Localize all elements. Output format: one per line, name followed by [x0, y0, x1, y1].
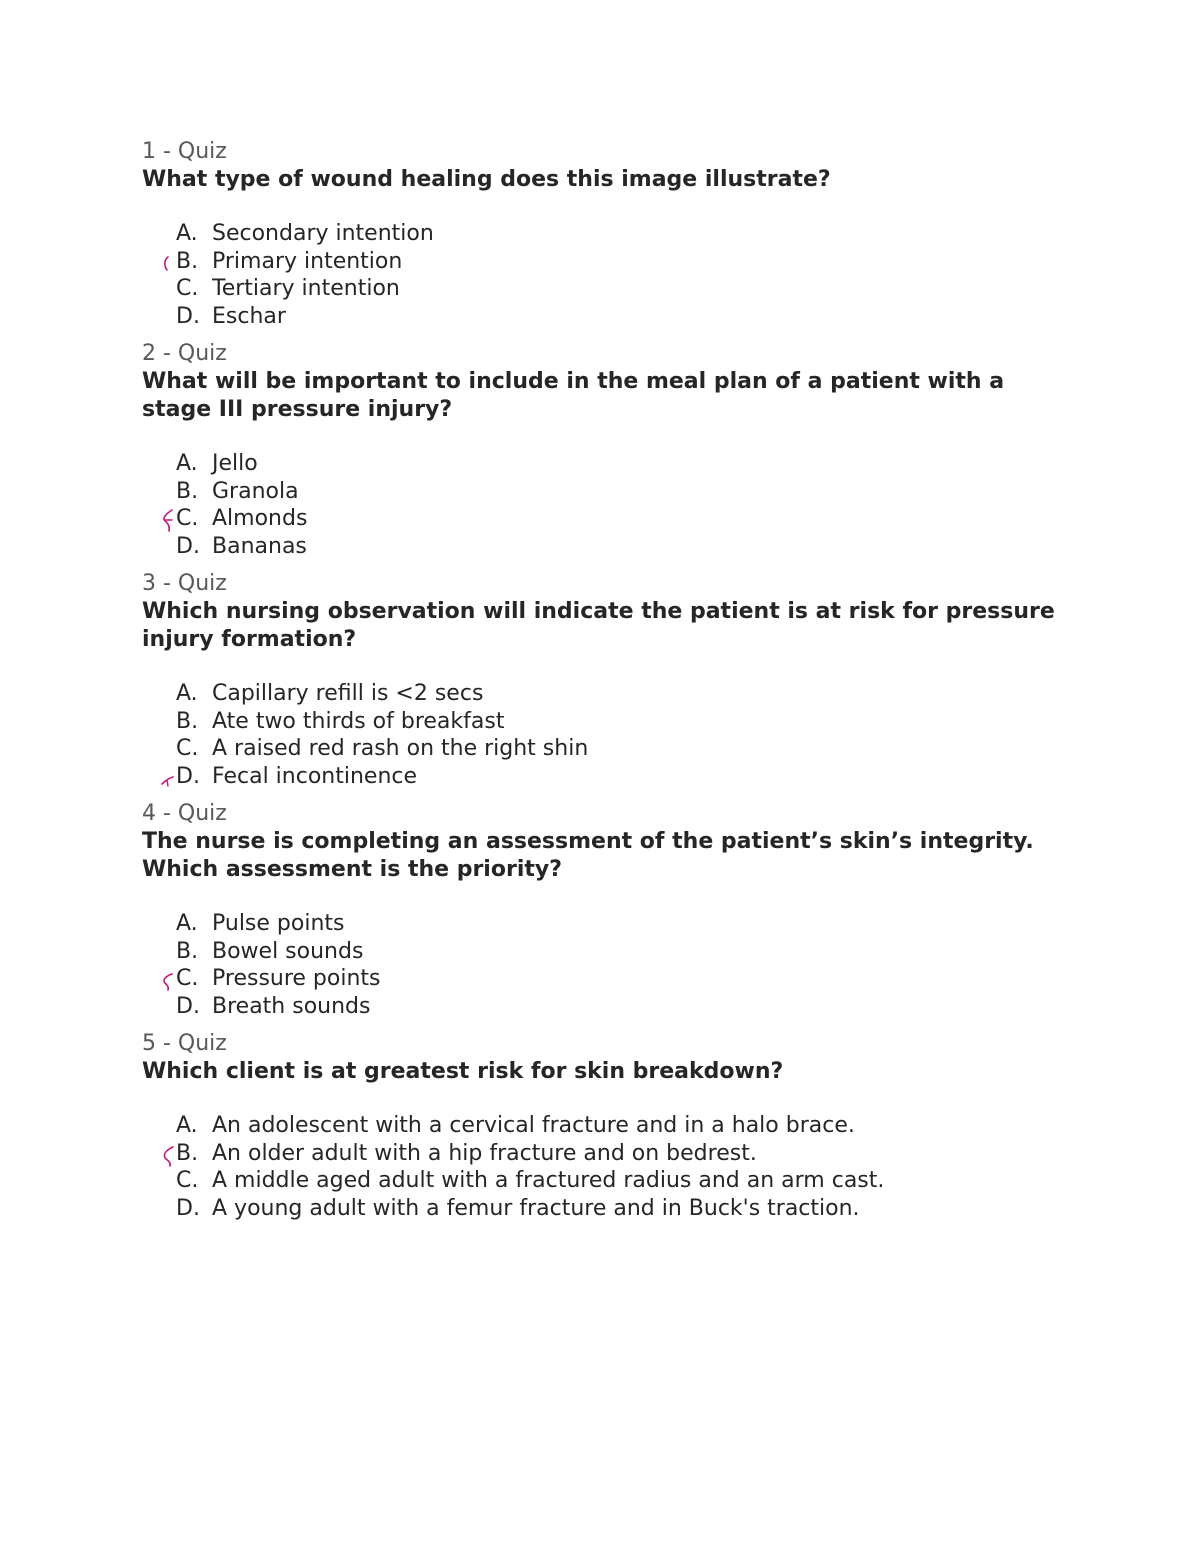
option-letter: C.	[176, 1168, 199, 1193]
answer-option-c	[176, 965, 1062, 993]
answer-option-b	[176, 938, 1062, 966]
answer-options	[142, 910, 1062, 1020]
question-5	[142, 1030, 1062, 1222]
option-text: Tertiary intention	[212, 276, 400, 301]
option-letter: B.	[176, 1140, 199, 1166]
option-letter: A.	[176, 221, 198, 246]
option-letter: C.	[176, 276, 199, 301]
option-letter: C.	[176, 736, 199, 761]
answer-option-d	[176, 763, 1062, 791]
answer-option-a	[176, 910, 1062, 938]
answer-option-b	[176, 1140, 1062, 1168]
question-text: Which client is at greatest risk for skin breakdown?	[142, 1059, 784, 1084]
option-letter: D.	[176, 1195, 200, 1221]
option-text: Primary intention	[212, 248, 403, 274]
option-text: Breath sounds	[212, 993, 371, 1019]
option-text: Pulse points	[212, 911, 345, 936]
answer-option-c	[176, 1167, 1062, 1195]
option-letter: A.	[176, 681, 198, 706]
option-text: Almonds	[212, 506, 308, 531]
quiz-document	[142, 138, 1062, 1232]
answer-options	[142, 220, 1062, 330]
option-text: Jello	[212, 451, 258, 476]
option-letter: D.	[176, 303, 200, 329]
option-text: Granola	[212, 478, 299, 504]
answer-option-b	[176, 708, 1062, 736]
option-letter: B.	[176, 938, 199, 964]
option-text: Eschar	[212, 303, 286, 329]
answer-options	[142, 680, 1062, 790]
answer-option-a	[176, 450, 1062, 478]
answer-option-c	[176, 505, 1062, 533]
option-letter: D.	[176, 763, 200, 789]
handwritten-mark-icon	[160, 766, 176, 790]
quiz-heading: 4 - Quiz	[142, 801, 227, 826]
option-text: Ate two thirds of breakfast	[212, 708, 505, 734]
handwritten-mark-icon	[160, 1143, 176, 1167]
option-text: Secondary intention	[212, 221, 434, 246]
option-letter: C.	[176, 966, 199, 991]
answer-option-c	[176, 275, 1062, 303]
answer-option-d	[176, 993, 1062, 1021]
question-4	[142, 800, 1062, 1020]
option-text: A middle aged adult with a fractured radius and an arm cast.	[212, 1168, 885, 1193]
question-text: Which nursing observation will indicate the patient is at risk for pressure injury formation?	[142, 599, 1055, 652]
option-letter: A.	[176, 451, 198, 476]
option-letter: D.	[176, 533, 200, 559]
quiz-heading: 5 - Quiz	[142, 1031, 227, 1056]
quiz-heading: 1 - Quiz	[142, 139, 227, 164]
option-text: An older adult with a hip fracture and on bedrest.	[212, 1140, 757, 1166]
question-text: What will be important to include in the meal plan of a patient with a stage III pressure injury?	[142, 369, 1005, 422]
question-1	[142, 138, 1062, 330]
option-text: A young adult with a femur fracture and in Buck's traction.	[212, 1195, 860, 1221]
answer-option-a	[176, 680, 1062, 708]
answer-options	[142, 1112, 1062, 1222]
handwritten-mark-icon	[160, 251, 176, 275]
quiz-heading: 3 - Quiz	[142, 571, 227, 596]
answer-option-b	[176, 478, 1062, 506]
question-text: What type of wound healing does this image illustrate?	[142, 167, 831, 192]
option-letter: B.	[176, 248, 199, 274]
question-2	[142, 340, 1062, 560]
answer-option-a	[176, 220, 1062, 248]
answer-option-a	[176, 1112, 1062, 1140]
question-3	[142, 570, 1062, 790]
answer-options	[142, 450, 1062, 560]
option-text: Fecal incontinence	[212, 763, 418, 789]
answer-option-b	[176, 248, 1062, 276]
option-letter: B.	[176, 708, 199, 734]
option-letter: D.	[176, 993, 200, 1019]
answer-option-d	[176, 533, 1062, 561]
option-letter: A.	[176, 1113, 198, 1138]
answer-option-d	[176, 303, 1062, 331]
question-text: The nurse is completing an assessment of the patient’s skin’s integrity. Which assessment is the priority?	[142, 829, 1034, 882]
answer-option-d	[176, 1195, 1062, 1223]
option-letter: C.	[176, 506, 199, 531]
option-letter: A.	[176, 911, 198, 936]
quiz-heading: 2 - Quiz	[142, 341, 227, 366]
option-letter: B.	[176, 478, 199, 504]
option-text: A raised red rash on the right shin	[212, 736, 589, 761]
handwritten-mark-icon	[160, 968, 176, 992]
option-text: Bowel sounds	[212, 938, 364, 964]
handwritten-mark-icon	[160, 508, 176, 532]
option-text: Bananas	[212, 533, 307, 559]
answer-option-c	[176, 735, 1062, 763]
option-text: Pressure points	[212, 966, 381, 991]
option-text: An adolescent with a cervical fracture and in a halo brace.	[212, 1113, 855, 1138]
option-text: Capillary refill is <2 secs	[212, 681, 484, 706]
